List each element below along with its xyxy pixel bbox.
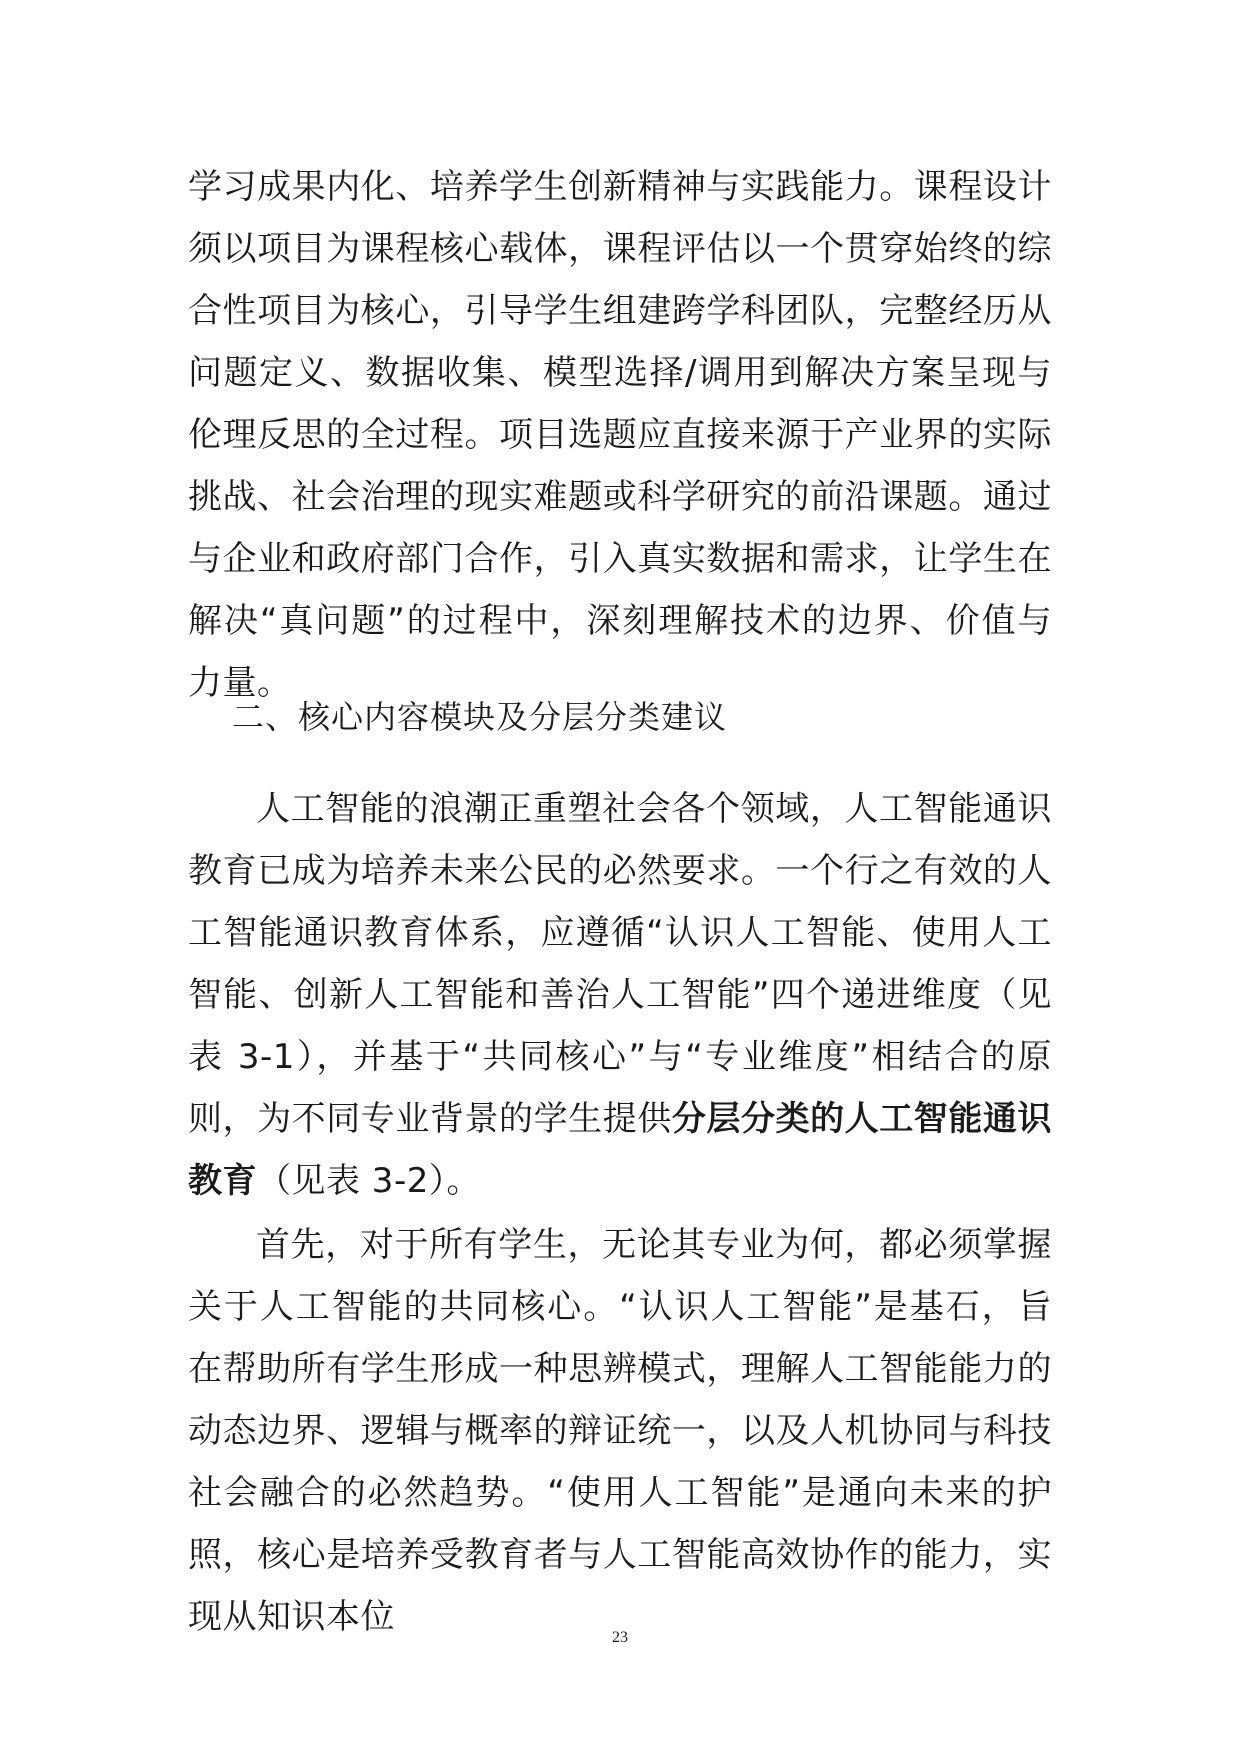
paragraph-text-tail: （见表 3-2）。 bbox=[257, 1161, 481, 1201]
bold-emphasis: 分层分类的人工智能通识教育 bbox=[188, 1099, 1052, 1201]
paragraph-ai-general-education bbox=[188, 778, 1052, 1212]
paragraph-project-based-learning: 学习成果内化、培养学生创新精神与实践能力。课程设计须以项目为课程核心载体，课程评估以一个贯穿始终的综合性项目为核心，引导学生组建跨学科团队，完整经历从问题定义、数据收集、模型选择/调用到解决方案呈现与伦理反思的全过程。项目选题应直接来源于产业界的实际挑战、社会治理的现实难题或科学研究的前沿课题。通过与企业和政府部门合作，引入真实数据和需求，让学生在解决“真问题”的过程中，深刻理解技术的边界、价值与力量。 bbox=[188, 167, 1052, 703]
paragraph-common-core: 首先，对于所有学生，无论其专业为何，都必须掌握关于人工智能的共同核心。“认识人工智能”是基石，旨在帮助所有学生形成一种思辨模式，理解人工智能能力的动态边界、逻辑与概率的辩证统一，以及人机协同与科技社会融合的必然趋势。“使用人工智能”是通向未来的护照，核心是培养受教育者与人工智能高效协作的能力，实现从知识本位 bbox=[188, 1225, 1052, 1637]
page-number: 23 bbox=[612, 1629, 628, 1646]
section-heading: 二、核心内容模块及分层分类建议 bbox=[232, 698, 728, 736]
paragraph-text: 人工智能的浪潮正重塑社会各个领域，人工智能通识教育已成为培养未来公民的必然要求。一个行之有效的人工智能通识教育体系，应遵循“认识人工智能、使用人工智能、创新人工智能和善治人工智能”四个递进维度（见表 3-1），并基于“共同核心”与“专业维度”相结合的原则，为不同专业背景的学生提供 bbox=[188, 789, 1052, 1139]
